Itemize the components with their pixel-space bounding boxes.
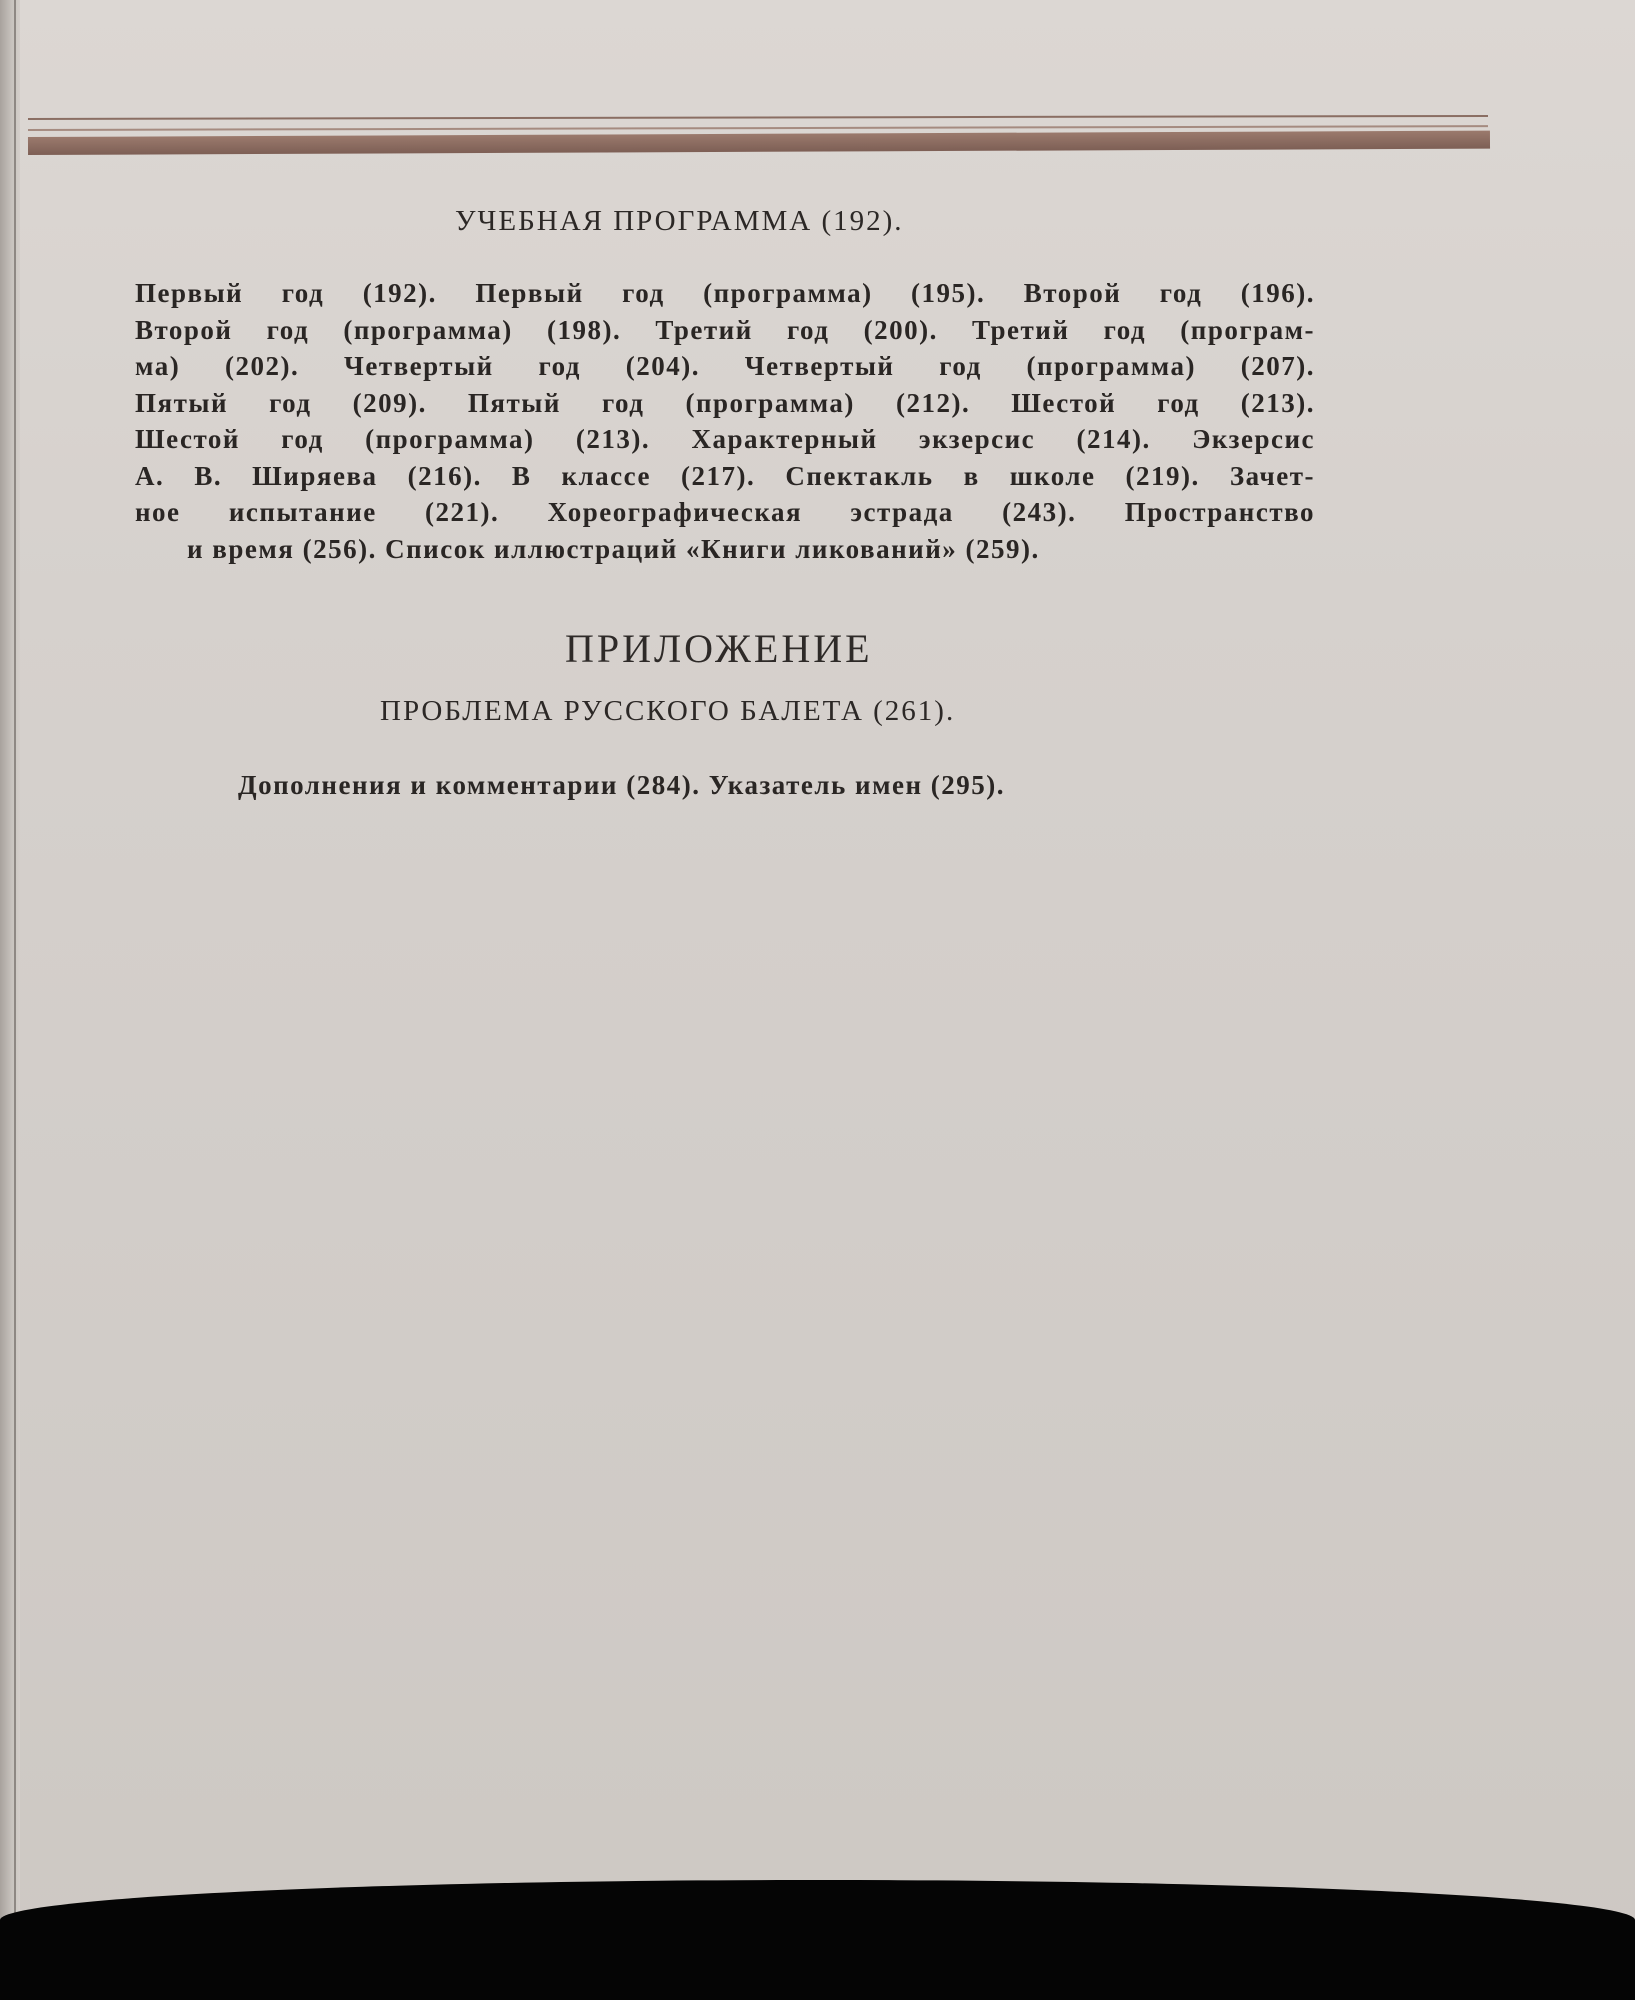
gutter-fold-line [14,0,16,2000]
section-title: УЧЕБНАЯ ПРОГРАММА (192). [455,205,904,237]
appendix-items: Дополнения и комментарии (284). Указатель имен (295). [238,770,1005,800]
appendix-title: ПРОБЛЕМА РУССКОГО БАЛЕТА (261). [380,695,956,727]
toc-line: Шестой год (программа) (213). Характерный экзерсис (214). Экзерсис [135,424,1315,454]
toc-paragraph [135,275,1315,567]
toc-line: Пятый год (209). Пятый год (программа) (212). Шестой год (213). [135,387,1315,418]
toc-line: Второй год (программа) (198). Третий год (200). Третий год (програм- [135,314,1315,345]
page-gutter [0,0,20,2000]
toc-line: и время (256). Список иллюстраций «Книги ликований» (259). [187,533,1040,564]
toc-line: А. В. Ширяева (216). В классе (217). Спектакль в школе (219). Зачет- [135,460,1315,491]
page-edge-shadow [0,1880,1635,2000]
appendix-heading: ПРИЛОЖЕНИЕ [565,626,873,671]
header-rule-thick [28,131,1490,155]
toc-line: ное испытание (221). Хореографическая эстрада (243). Пространство [135,497,1315,527]
toc-line: Первый год (192). Первый год (программа) (195). Второй год (196). [135,278,1315,308]
header-rule-thin [28,115,1488,120]
toc-line: ма) (202). Четвертый год (204). Четвертый год (программа) (207). [135,351,1315,381]
header-rule-mid [28,125,1488,131]
